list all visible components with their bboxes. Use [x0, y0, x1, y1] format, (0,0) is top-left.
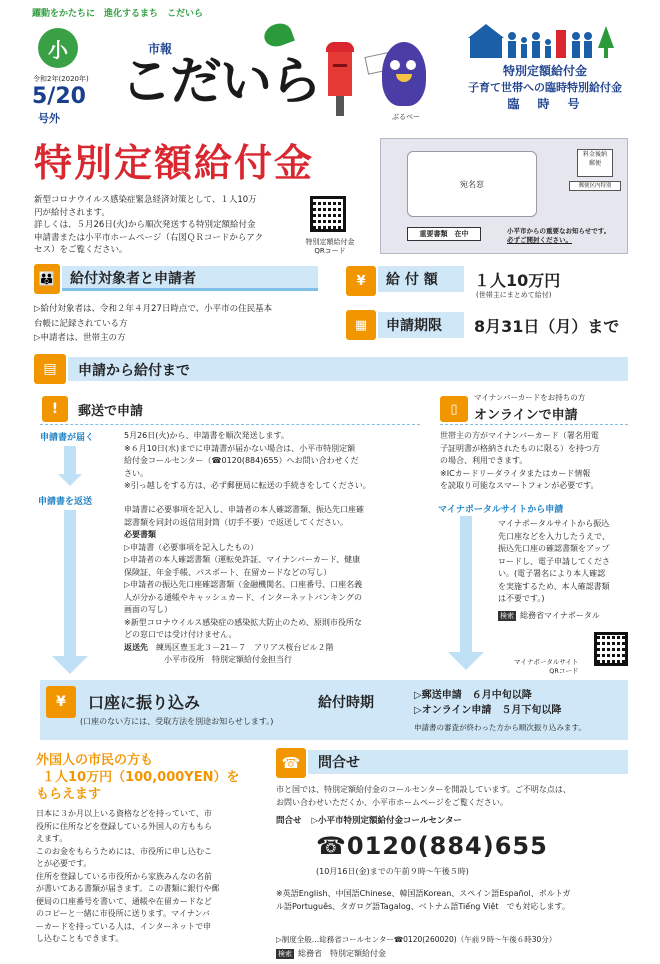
envelope-notice: 小平市からの重要なお知らせです。 必ずご開封ください。	[507, 227, 611, 244]
online-pre: マイナンバーカードをお持ちの方	[474, 393, 586, 402]
document-icon: ▤	[34, 354, 66, 384]
deadline-label: 申請期限	[386, 318, 442, 334]
contact-languages: ※英語English、中国語Chinese、韓国語Korean、スペイン語Español、ポルトガ ル語Português、タガログ語Tagalog、ベトナム語Tiếng Việt でも対応します。	[276, 889, 571, 911]
portal-text: マイナポータルサイトから振込 先口座などを入力したうえで、 振込先口座の確認書類をアップ ロードし、電子申請してくださ い。(電子署名により本人確認 を実施するため、本人確認書類 は不要です。)	[498, 519, 610, 603]
yen-icon: ¥	[346, 266, 376, 296]
amount-note: (世帯主にまとめて給付)	[476, 291, 552, 299]
mailbox-icon	[322, 42, 358, 118]
special-line-1: 特別定額給付金	[502, 64, 587, 78]
step-receive: 申請書が届く	[40, 433, 95, 443]
foreign-text: 日本に３か月以上いる資格などを持っていて、市 役所に住所などを登録している外国人の方ももら えます。 このお金をもらうためには、市役所に申し込むこ とが必要です。 住所を登録している市役所から家族みんなの名前 が書いてある書類が届きます。この書類に銀行や郵 便局の口座番号を書いて、通帳や在留カードなど のコピーと一緒に市役所に送ります。マイナンバ ーカードを持っている人は、インターネットで申 し込むこともできます。	[36, 809, 220, 943]
brand-logo: こだいら	[120, 52, 321, 112]
city-emblem-icon: 小	[38, 28, 78, 68]
qr-code-icon	[594, 632, 628, 666]
arrow-down-icon	[448, 652, 484, 670]
contact-hours: (10月16日(金)までの午前９時～午後５時)	[316, 867, 469, 876]
mail-step2-text: 申請書に必要事項を記入し、申請者の本人確認書類、振込先口座確 認書類を同封の返信用封筒（切手不要）で返送してください。 必要書類 ▷申請書（必要事項を記入したもの） ▷申請者の本人確認書類（運転免許証、マイナンバーカード、健康 保険証、年金手帳、パスポート、在留カードなどの写し） ▷申請者の振込先口座確認書類（金融機関名、口座番号、口座名義 人が分かる通帳やキャッシュカード、インターネットバンキングの 画面の写し） ※新型コロナウイルス感染症の感染拡大防止のため、原則市役所な どの窓口では受け付けません。 返送先 練馬区豊玉北３－21－７ アリアス桜台ビル２階 小平市役所 特別定額給付金担当行	[124, 505, 364, 664]
special-line-2: 子育て世帯への臨時特別給付金	[468, 81, 622, 94]
portal-heading: マイナポータルサイトから申請	[438, 505, 564, 515]
portal-search[interactable]: 検索 総務省マイナポータル	[500, 611, 600, 620]
issue-type: 号外	[38, 112, 60, 125]
online-text: 世帯主の方がマイナンバーカード（署名用電 子証明書が格納されたものに限る）を持つ方 の場合、利用できます。 ※ICカードリーダライタまたはカード情報 を読取り可能なスマートフォンが必要です。	[440, 431, 600, 490]
online-heading: オンラインで申請	[474, 408, 578, 423]
smartphone-icon: ▯	[440, 396, 468, 422]
arrow-down-icon	[52, 656, 88, 674]
arrow-down-icon	[58, 474, 82, 486]
family-icon: 👪	[34, 264, 60, 294]
era-date: 令和2年(2020年)	[33, 75, 89, 83]
special-line-3: 臨 時 号	[507, 97, 583, 111]
special-issue-box	[466, 63, 624, 113]
mascot-name: ぶるベー	[392, 113, 420, 121]
qr-caption: 特別定額給付金 QRコード	[305, 238, 355, 255]
mail-step1-text: 5月26日(火)から、申請書を順次発送します。 ※６月10日(水)までに申請書が届かない場合は、小平市特別定額 給付金コールセンター（☎0120(884)655）へお問い合わせくだ さい。 ※引っ越しをする方は、必ず郵便局に転送の手続きをしてください。	[124, 431, 371, 490]
national-search[interactable]: 検索 総務省 特別定額給付金	[278, 949, 386, 958]
timing-lines: ▷郵送申請 ６月中旬以降 ▷オンライン申請 ５月下旬以降	[414, 690, 562, 716]
contact-heading: 問合せ	[318, 755, 360, 771]
amount-label: 給 付 額	[386, 272, 438, 288]
step-return: 申請書を返送	[38, 497, 93, 507]
contact-phone[interactable]: ☎0120(884)655	[316, 832, 548, 860]
timing-subnote: 申請書の審査が終わった方から順次振り込みます。	[414, 723, 586, 732]
leaf-icon	[261, 20, 295, 50]
phone-icon: ☎	[276, 748, 306, 778]
mascot-icon	[382, 42, 426, 106]
atm-icon: ¥	[46, 686, 76, 718]
important-label: 重要書類 在中	[407, 227, 481, 241]
payment-note: (口座のない方には、受取方法を別途お知らせします。)	[80, 717, 274, 726]
address-window: 宛名窓	[407, 151, 537, 217]
intro-text: 新型コロナウイルス感染症緊急経済対策として、１人10万 円が給付されます。 詳しくは、５月26日(火)から順次発送する特別定額給付金 申請書または小平市ホームページ（右図ＱＲコードからアク セス）をご覧ください。	[34, 195, 264, 255]
eligibility-text: ▷給付対象者は、令和２年４月27日時点で、小平市の住民基本 台帳に記録されている方 ▷申請者は、世帯主の方	[34, 304, 273, 343]
qr-code-icon	[310, 196, 346, 232]
search-tag: 検索	[500, 611, 514, 620]
search-tag: 検索	[278, 949, 292, 958]
contact-center: 問合せ ▷小平市特別定額給付金コールセンター	[276, 816, 463, 826]
deadline-value: 8月31日（月）まで	[474, 317, 620, 336]
main-title: 特別定額給付金	[34, 141, 315, 185]
people-illustration	[468, 20, 620, 62]
payment-heading: 口座に振り込み	[88, 693, 201, 712]
mail-heading: 郵送で申請	[78, 404, 144, 419]
postage-stamp: 料金後納 郵便	[577, 149, 613, 177]
brand-small: 市報	[148, 42, 173, 56]
foreign-title: 外国人の市民の方も １人10万円（100,000YEN）を もらえます	[36, 753, 240, 802]
mail-icon: !	[42, 396, 68, 422]
envelope-illustration	[380, 138, 628, 254]
slogan: 躍動をかたちに 進化するまち こだいら	[32, 9, 204, 19]
national-center: ▷制度全般…総務省コールセンター☎0120(260020)（午前９時～午後６時30分）	[276, 935, 557, 944]
contact-text: 市と国では、特別定額給付金のコールセンターを開設しています。ご不明な点は、 お問い合わせいただくか、小平市ホームページをご覧ください。	[276, 785, 571, 807]
calendar-icon: ▦	[346, 310, 376, 340]
sender-box: 郵便区内特別	[569, 181, 621, 191]
portal-qr-caption: マイナポータルサイト QRコード	[514, 658, 579, 675]
amount-value: １人10万円	[474, 271, 561, 290]
timing-label: 給付時期	[318, 695, 374, 711]
eligibility-heading: 給付対象者と申請者	[70, 271, 196, 287]
flow-heading: 申請から給付まで	[78, 363, 190, 379]
issue-date: 5/20	[32, 84, 86, 109]
